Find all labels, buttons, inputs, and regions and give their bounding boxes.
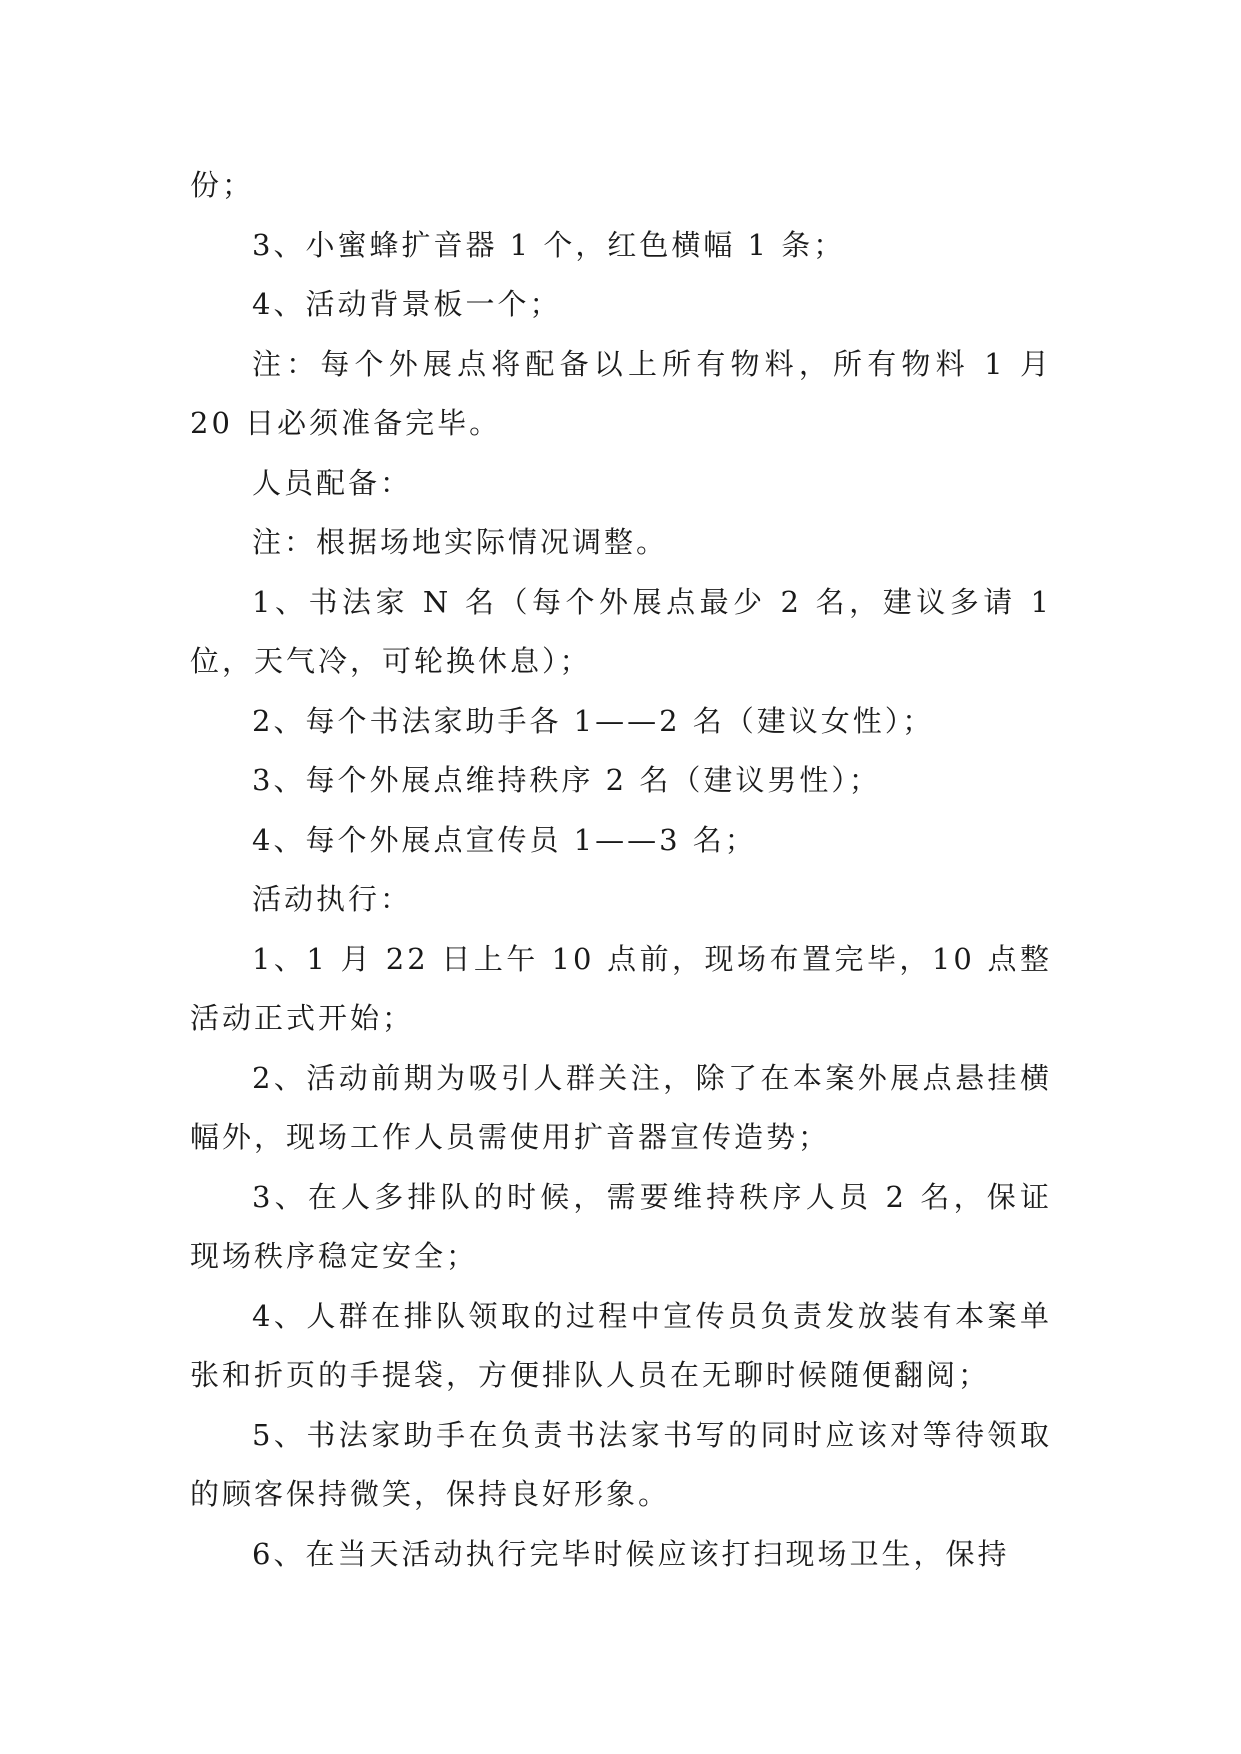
paragraph-staffing-note: 注：根据场地实际情况调整。 [252, 525, 669, 559]
paragraph-staffing-1: 1、书法家 N 名（每个外展点最少 2 名，建议多请 1 位，天气冷，可轮换休息）； [190, 584, 1052, 678]
paragraph-materials-4: 4、活动背景板一个； [252, 287, 562, 321]
section-heading-staffing: 人员配备： [252, 465, 413, 500]
paragraph-execution-5: 5、书法家助手在负责书法家书写的同时应该对等待领取的顾客保持微笑，保持良好形象。 [190, 1417, 1052, 1511]
paragraph-continuation: 份； [190, 168, 255, 202]
document-body [190, 156, 1052, 1584]
paragraph-materials-3: 3、小蜜蜂扩音器 1 个，红色横幅 1 条； [252, 227, 846, 262]
paragraph-execution-2: 2、活动前期为吸引人群关注，除了在本案外展点悬挂横幅外，现场工作人员需使用扩音器宣传造势； [190, 1060, 1052, 1154]
paragraph-staffing-3: 3、每个外展点维持秩序 2 名（建议男性）； [252, 763, 881, 797]
paragraph-materials-note: 注：每个外展点将配备以上所有物料，所有物料 1 月 20 日必须准备完毕。 [190, 346, 1052, 440]
paragraph-execution-3: 3、在人多排队的时候，需要维持秩序人员 2 名，保证现场秩序稳定安全； [190, 1179, 1052, 1273]
paragraph-execution-4: 4、人群在排队领取的过程中宣传员负责发放装有本案单张和折页的手提袋，方便排队人员在无聊时候随便翻阅； [190, 1298, 1052, 1392]
section-heading-execution: 活动执行： [252, 882, 413, 916]
paragraph-execution-6: 6、在当天活动执行完毕时候应该打扫现场卫生，保持 [252, 1536, 1010, 1571]
paragraph-staffing-2: 2、每个书法家助手各 1——2 名（建议女性）； [252, 703, 935, 738]
paragraph-execution-1: 1、1 月 22 日上午 10 点前，现场布置完毕，10 点整活动正式开始； [190, 941, 1052, 1035]
paragraph-staffing-4: 4、每个外展点宣传员 1——3 名； [252, 822, 757, 857]
